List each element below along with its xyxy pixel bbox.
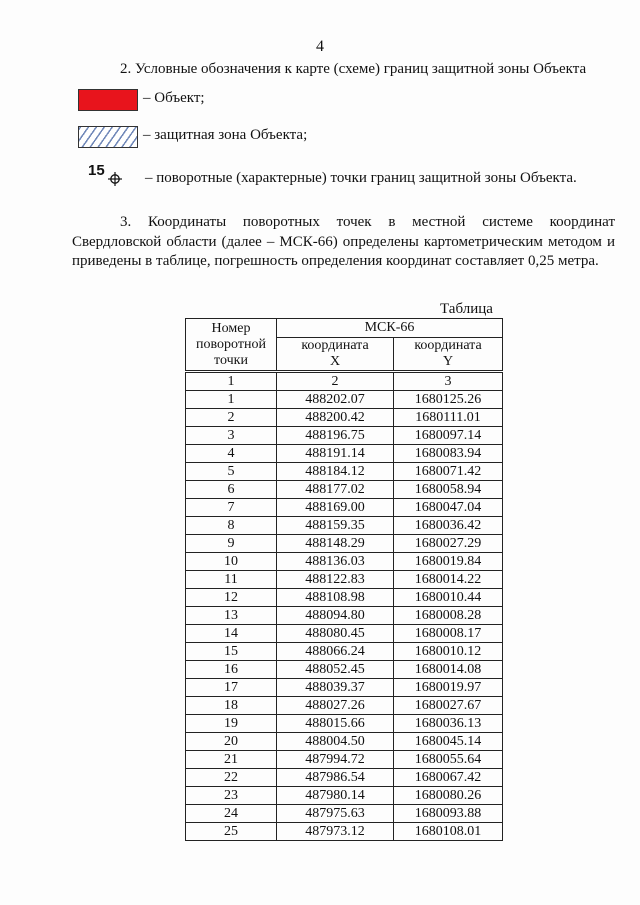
coordinate-y-cell: 1680008.17 — [394, 625, 503, 643]
coordinate-y-cell: 1680097.14 — [394, 427, 503, 445]
point-number-cell: 20 — [186, 733, 277, 751]
point-number-cell: 24 — [186, 805, 277, 823]
coordinate-y-cell: 1680027.29 — [394, 535, 503, 553]
coordinate-x-cell: 487986.54 — [277, 769, 394, 787]
point-number-cell: 11 — [186, 571, 277, 589]
table-row — [186, 571, 503, 589]
table-row — [186, 769, 503, 787]
point-number-cell: 2 — [186, 409, 277, 427]
coordinates-table — [185, 318, 503, 841]
table-row — [186, 499, 503, 517]
coordinate-x-cell: 488039.37 — [277, 679, 394, 697]
coordinate-y-cell: 1680036.13 — [394, 715, 503, 733]
coordinate-x-cell: 487973.12 — [277, 823, 394, 841]
coordinate-y-cell: 1680014.22 — [394, 571, 503, 589]
table-row — [186, 715, 503, 733]
legend-item-protection-zone-label: – защитная зона Объекта; — [143, 127, 308, 143]
coordinate-x-cell: 488066.24 — [277, 643, 394, 661]
coordinate-x-cell: 487980.14 — [277, 787, 394, 805]
point-number-cell: 14 — [186, 625, 277, 643]
point-number-cell: 16 — [186, 661, 277, 679]
point-number-cell: 19 — [186, 715, 277, 733]
table-row — [186, 805, 503, 823]
table-row — [186, 463, 503, 481]
turning-point-number: 15 — [88, 162, 105, 179]
table-caption: Таблица — [440, 301, 493, 317]
coordinate-y-cell: 1680010.44 — [394, 589, 503, 607]
legend-item-turning-point — [78, 162, 638, 192]
column-number-cell: 3 — [394, 372, 503, 391]
coordinate-y-cell: 1680014.08 — [394, 661, 503, 679]
coordinate-x-cell: 488202.07 — [277, 391, 394, 409]
table-row — [186, 409, 503, 427]
coordinate-y-cell: 1680058.94 — [394, 481, 503, 499]
point-number-cell: 10 — [186, 553, 277, 571]
point-number-cell: 1 — [186, 391, 277, 409]
point-number-cell: 12 — [186, 589, 277, 607]
coordinate-x-cell: 488177.02 — [277, 481, 394, 499]
coordinate-y-cell: 1680027.67 — [394, 697, 503, 715]
header-coordinate-y-line1: координата — [414, 338, 482, 353]
table-row — [186, 535, 503, 553]
table-row — [186, 517, 503, 535]
table-row — [186, 445, 503, 463]
coordinate-x-cell: 487994.72 — [277, 751, 394, 769]
coordinate-y-cell: 1680008.28 — [394, 607, 503, 625]
table-row — [186, 823, 503, 841]
coordinate-x-cell: 488191.14 — [277, 445, 394, 463]
table-row — [186, 751, 503, 769]
point-number-cell: 18 — [186, 697, 277, 715]
column-number-cell: 1 — [186, 372, 277, 391]
column-number-cell: 2 — [277, 372, 394, 391]
header-point-number-line2: поворотной — [196, 336, 266, 352]
coordinate-x-cell: 488169.00 — [277, 499, 394, 517]
header-coordinate-x-line2: X — [329, 354, 341, 369]
coordinate-y-cell: 1680045.14 — [394, 733, 503, 751]
point-number-cell: 7 — [186, 499, 277, 517]
coordinate-y-cell: 1680080.26 — [394, 787, 503, 805]
coordinate-x-cell: 488196.75 — [277, 427, 394, 445]
coordinate-x-cell: 488148.29 — [277, 535, 394, 553]
header-msk66-group: МСК-66 — [277, 319, 503, 338]
point-number-cell: 6 — [186, 481, 277, 499]
table-row — [186, 589, 503, 607]
point-number-cell: 22 — [186, 769, 277, 787]
coordinate-x-cell: 488136.03 — [277, 553, 394, 571]
coordinates-table-body — [186, 372, 503, 841]
coordinate-y-cell: 1680019.84 — [394, 553, 503, 571]
header-coordinate-x — [277, 338, 394, 372]
protection-zone-swatch — [78, 126, 138, 148]
coordinate-y-cell: 1680055.64 — [394, 751, 503, 769]
coordinate-x-cell: 488159.35 — [277, 517, 394, 535]
coordinate-x-cell: 488027.26 — [277, 697, 394, 715]
table-row — [186, 391, 503, 409]
coordinate-x-cell: 488094.80 — [277, 607, 394, 625]
header-point-number-line1: Номер — [211, 320, 251, 336]
coordinates-paragraph: 3. Координаты поворотных точек в местной системе координат Свердловской области (далее – МСК-66) определены картометрическим методом и приведены в таблице, погрешность определения координат составляет 0,25 метра. — [72, 214, 615, 269]
coordinate-x-cell: 488052.45 — [277, 661, 394, 679]
coordinate-x-cell: 488200.42 — [277, 409, 394, 427]
coordinate-y-cell: 1680125.26 — [394, 391, 503, 409]
coordinate-x-cell: 488080.45 — [277, 625, 394, 643]
coordinate-x-cell: 488015.66 — [277, 715, 394, 733]
header-coordinate-y — [394, 338, 503, 372]
table-row — [186, 607, 503, 625]
coordinate-y-cell: 1680111.01 — [394, 409, 503, 427]
legend-item-protection-zone — [78, 124, 638, 150]
coordinate-x-cell: 488004.50 — [277, 733, 394, 751]
legend-item-turning-point-label: – поворотные (характерные) точки границ защитной зоны Объекта. — [145, 170, 577, 186]
legend-title: 2. Условные обозначения к карте (схеме) границ защитной зоны Объекта — [120, 61, 587, 77]
coordinate-x-cell: 487975.63 — [277, 805, 394, 823]
table-row — [186, 643, 503, 661]
coordinate-x-cell: 488184.12 — [277, 463, 394, 481]
coordinate-y-cell: 1680010.12 — [394, 643, 503, 661]
point-number-cell: 25 — [186, 823, 277, 841]
column-number-row — [186, 372, 503, 391]
table-row — [186, 481, 503, 499]
point-number-cell: 9 — [186, 535, 277, 553]
table-row — [186, 697, 503, 715]
object-swatch — [78, 89, 138, 111]
table-row — [186, 427, 503, 445]
header-coordinate-y-line2: Y — [442, 354, 454, 369]
page-number: 4 — [316, 38, 324, 55]
legend-item-object-label: – Объект; — [143, 90, 205, 106]
coordinate-y-cell: 1680067.42 — [394, 769, 503, 787]
point-number-cell: 8 — [186, 517, 277, 535]
header-point-number — [186, 319, 277, 372]
point-number-cell: 13 — [186, 607, 277, 625]
header-coordinate-x-line1: координата — [301, 338, 369, 353]
point-number-cell: 21 — [186, 751, 277, 769]
coordinate-x-cell: 488122.83 — [277, 571, 394, 589]
point-number-cell: 17 — [186, 679, 277, 697]
header-point-number-line3: точки — [214, 352, 248, 368]
crosshair-point-icon — [108, 172, 122, 186]
point-number-cell: 5 — [186, 463, 277, 481]
coordinate-y-cell: 1680108.01 — [394, 823, 503, 841]
coordinate-y-cell: 1680071.42 — [394, 463, 503, 481]
coordinate-y-cell: 1680036.42 — [394, 517, 503, 535]
point-number-cell: 15 — [186, 643, 277, 661]
point-number-cell: 23 — [186, 787, 277, 805]
legend-item-object — [78, 87, 638, 113]
point-number-cell: 4 — [186, 445, 277, 463]
table-row — [186, 787, 503, 805]
table-row — [186, 733, 503, 751]
coordinate-y-cell: 1680093.88 — [394, 805, 503, 823]
coordinate-y-cell: 1680019.97 — [394, 679, 503, 697]
table-row — [186, 625, 503, 643]
coordinate-y-cell: 1680047.04 — [394, 499, 503, 517]
table-row — [186, 679, 503, 697]
point-number-cell: 3 — [186, 427, 277, 445]
coordinate-y-cell: 1680083.94 — [394, 445, 503, 463]
table-row — [186, 553, 503, 571]
table-row — [186, 661, 503, 679]
coordinate-x-cell: 488108.98 — [277, 589, 394, 607]
